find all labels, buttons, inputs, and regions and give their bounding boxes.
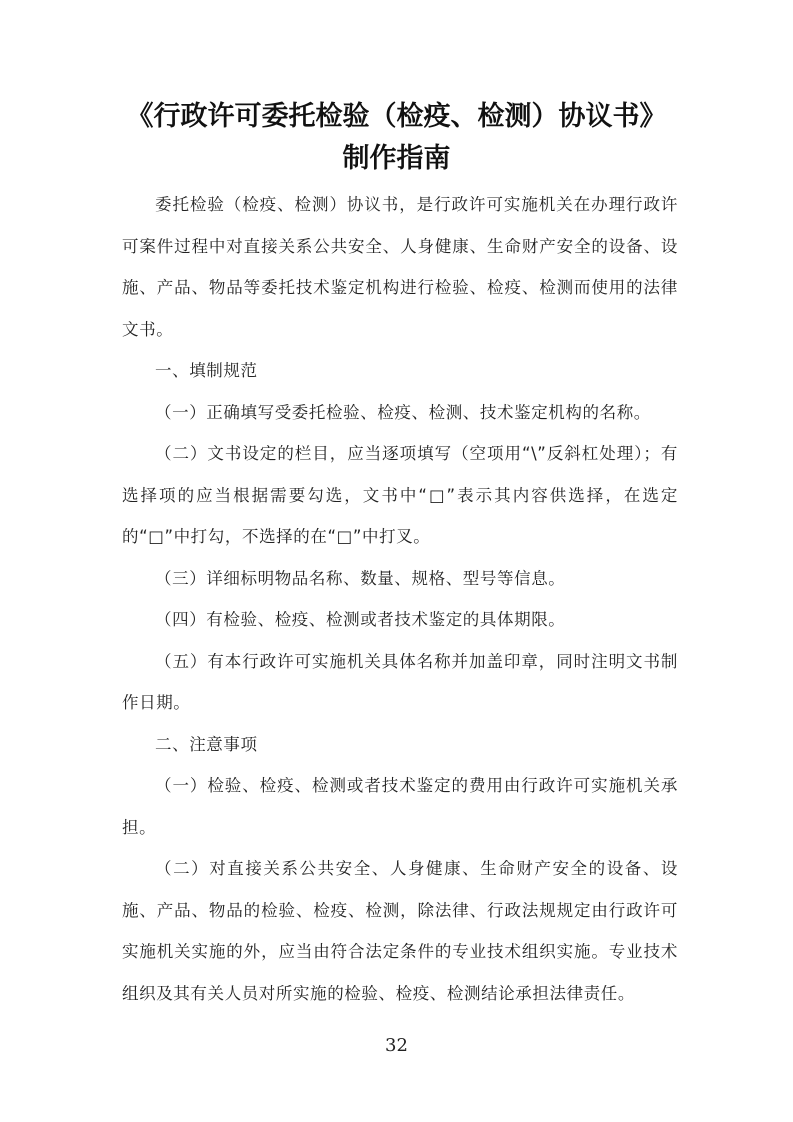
section-heading-notes: 二、注意事项 xyxy=(155,734,258,754)
page-number: 32 xyxy=(385,1035,408,1056)
rule-item-4: （四）有检验、检疫、检测或者技术鉴定的具体期限。 xyxy=(155,610,566,629)
title-line-1: 《行政许可委托检验（检疫、检测）协议书》 xyxy=(126,101,667,132)
title-line-2: 制作指南 xyxy=(342,143,451,174)
rule-item-5: （五）有本行政许可实施机关具体名称并加盖印章，同时注明文书制作日期。 xyxy=(122,651,678,712)
section-heading-fill-rules: 一、填制规范 xyxy=(155,361,258,380)
intro-paragraph: 委托检验（检疫、检测）协议书，是行政许可实施机关在办理行政许可案件过程中对直接关系公共安全、人身健康、生命财产安全的设备、设施、产品、物品等委托技术鉴定机构进行检验、检疫、检测而使用的法律文书。 xyxy=(122,195,678,339)
note-item-1: （一）检验、检疫、检测或者技术鉴定的费用由行政许可实施机关承担。 xyxy=(122,776,678,837)
rule-item-3: （三）详细标明物品名称、数量、规格、型号等信息。 xyxy=(155,568,566,588)
document-title xyxy=(0,96,793,180)
rule-item-2: （二）文书设定的栏目，应当逐项填写（空项用“\”反斜杠处理）；有选择项的应当根据需要勾选，文书中“□”表示其内容供选择，在选定的“□”中打勾，不选择的在“□”中打叉。 xyxy=(122,444,678,546)
note-item-2: （二）对直接关系公共安全、人身健康、生命财产安全的设备、设施、产品、物品的检验、检疫、检测，除法律、行政法规规定由行政许可实施机关实施的外，应当由符合法定条件的专业技术组织实施。专业技术组织及其有关人员对所实施的检验、检疫、检测结论承担法律责任。 xyxy=(122,859,678,1003)
document-body xyxy=(122,184,678,1014)
rule-item-1: （一）正确填写受委托检验、检疫、检测、技术鉴定机构的名称。 xyxy=(155,402,651,422)
